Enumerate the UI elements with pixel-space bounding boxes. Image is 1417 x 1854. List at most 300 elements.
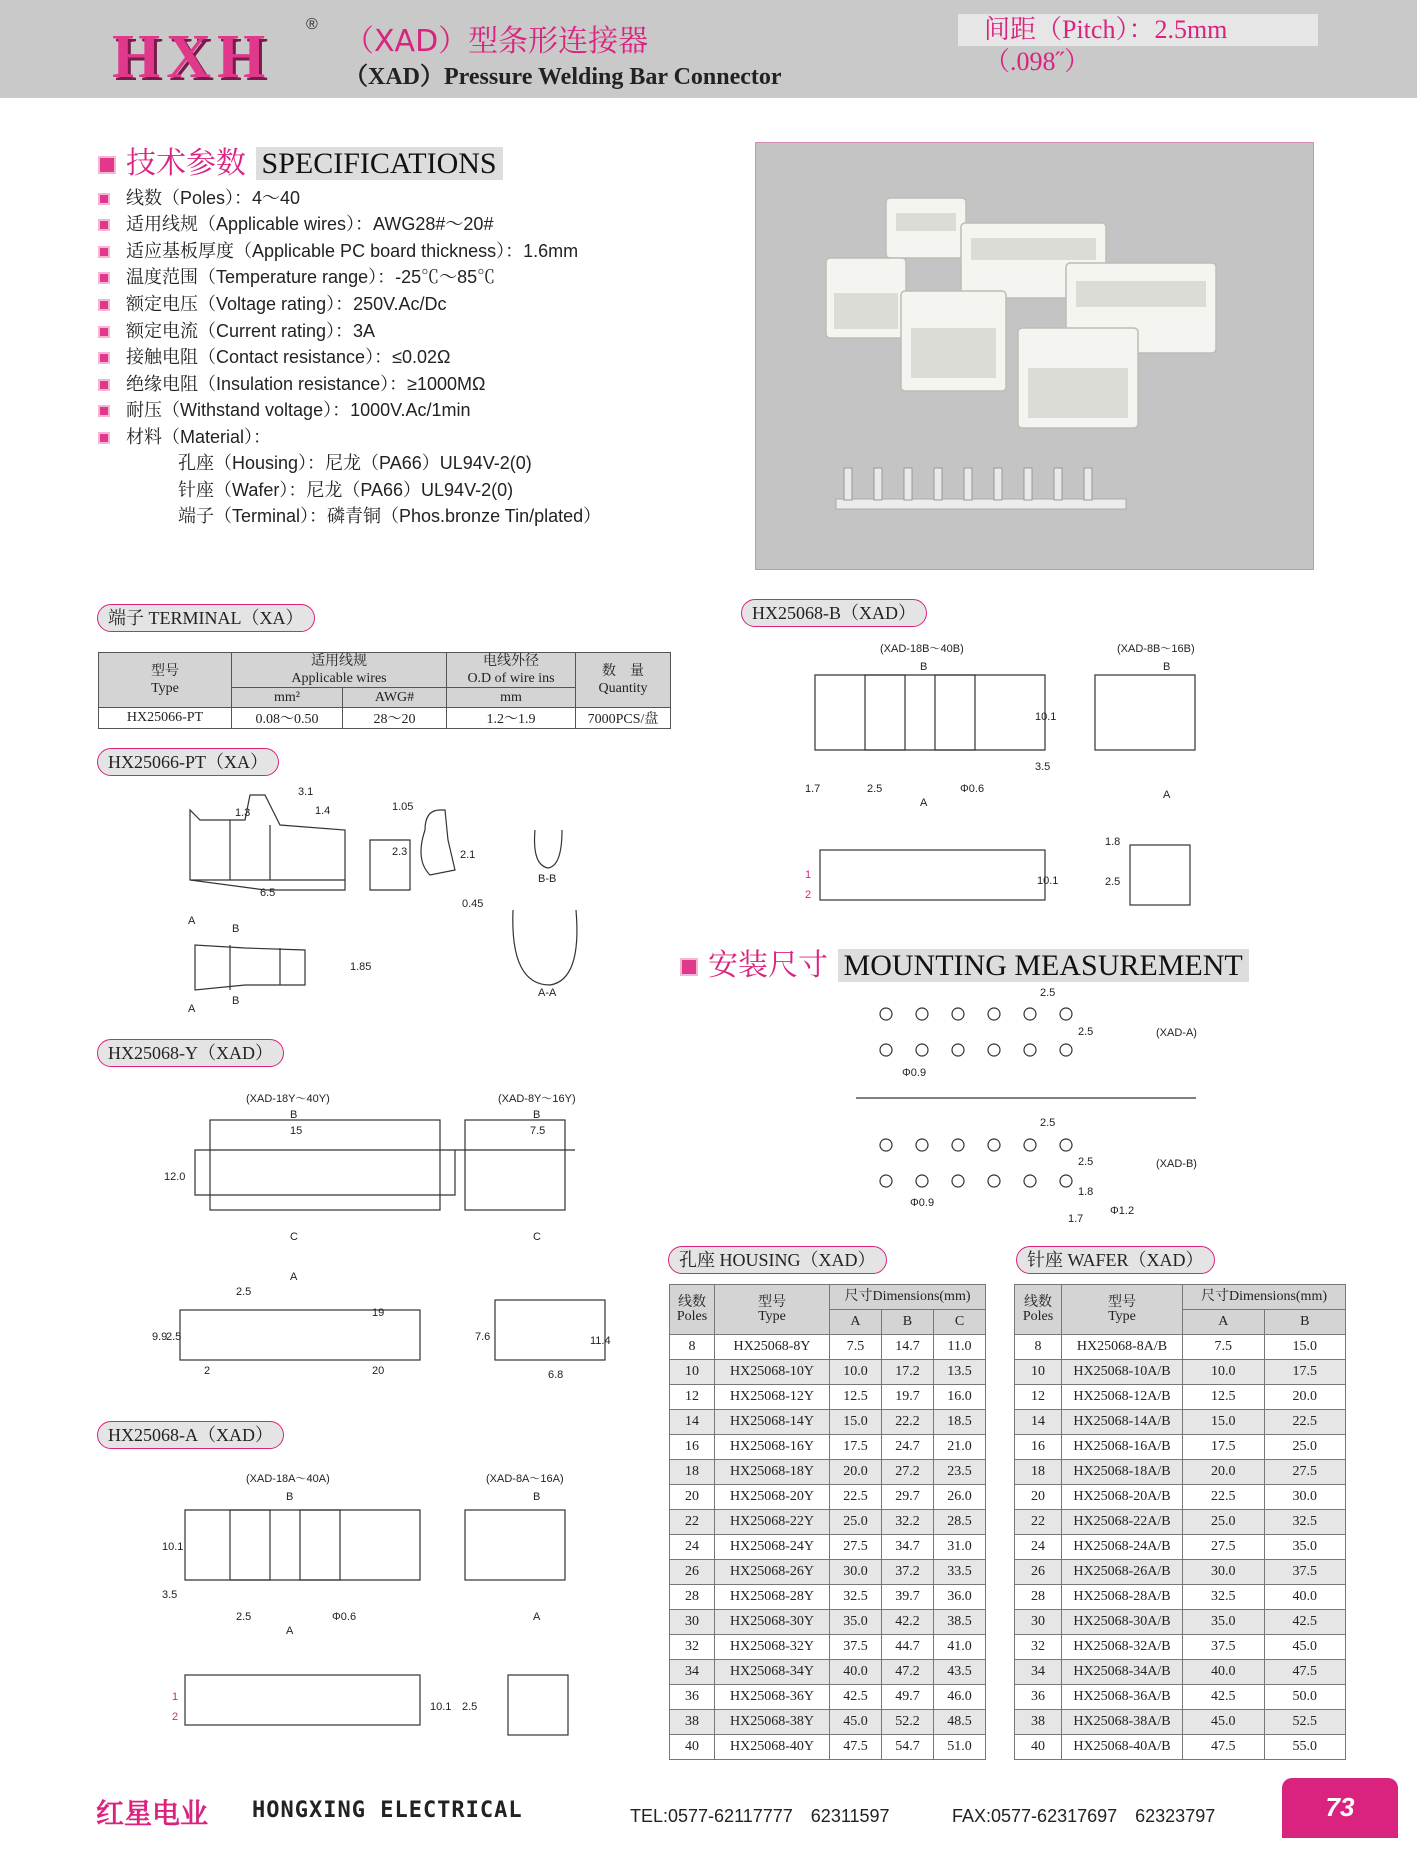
drawing-caption: (XAD-18Y～40Y) — [246, 1093, 330, 1105]
page-number: 73 — [1282, 1778, 1398, 1838]
table-row — [1015, 1585, 1346, 1610]
cell: HX25068-40Y — [715, 1735, 830, 1760]
spec-item — [98, 317, 375, 343]
col-qty: 数 量 Quantity — [576, 653, 671, 708]
dim-label: Φ0.9 — [902, 1067, 927, 1079]
dim-label: 2.3 — [392, 846, 408, 858]
table-row — [670, 1335, 986, 1360]
cell: 44.7 — [881, 1635, 933, 1660]
cell: HX25068-34Y — [715, 1660, 830, 1685]
bullet-icon — [98, 193, 110, 205]
cell: HX25068-12A/B — [1062, 1385, 1183, 1410]
pin-number: 2 — [204, 1365, 211, 1377]
mounting-drawing — [850, 980, 1250, 1230]
cell: 26 — [1015, 1560, 1062, 1585]
spec-item — [98, 184, 300, 210]
dim-label: 10.1 — [162, 1541, 184, 1553]
col-poles: 线数 Poles — [670, 1285, 715, 1335]
cell: HX25066-PT — [99, 708, 232, 729]
cell: HX25068-10A/B — [1062, 1360, 1183, 1385]
cell: 24 — [1015, 1535, 1062, 1560]
cell: HX25068-10Y — [715, 1360, 830, 1385]
table-row — [670, 1635, 986, 1660]
cell: 8 — [670, 1335, 715, 1360]
dim-label: 2.5 — [1105, 876, 1121, 888]
page-title-en: （XAD）Pressure Welding Bar Connector — [344, 64, 782, 90]
drawing-caption: (XAD-B) — [1156, 1158, 1197, 1170]
cell: 26.0 — [933, 1485, 985, 1510]
dim-label: 2.5 — [1078, 1026, 1094, 1038]
cell: HX25068-30A/B — [1062, 1610, 1183, 1635]
cell: HX25068-34A/B — [1062, 1660, 1183, 1685]
a-tag: HX25068-A（XAD） — [97, 1421, 284, 1449]
cell: HX25068-24A/B — [1062, 1535, 1183, 1560]
col-c: C — [933, 1310, 985, 1335]
table-row — [1015, 1410, 1346, 1435]
cell: 55.0 — [1264, 1735, 1346, 1760]
dim-label: 6.5 — [260, 887, 276, 899]
cell: HX25068-12Y — [715, 1385, 830, 1410]
dim-label: 1.8 — [1105, 836, 1121, 848]
cell: HX25068-18Y — [715, 1460, 830, 1485]
cell: 28～20 — [343, 708, 447, 729]
cell: HX25068-32A/B — [1062, 1635, 1183, 1660]
cell: 32.5 — [1264, 1510, 1346, 1535]
cell: 32.2 — [881, 1510, 933, 1535]
cell: 38 — [670, 1710, 715, 1735]
product-photo — [755, 142, 1314, 570]
cell: 39.7 — [881, 1585, 933, 1610]
dim-label: 2.5 — [462, 1701, 478, 1713]
mounting-heading-cn: 安装尺寸 — [708, 948, 828, 983]
table-row — [670, 1535, 986, 1560]
dim-label: Φ1.2 — [1110, 1205, 1135, 1217]
cell: HX25068-20A/B — [1062, 1485, 1183, 1510]
cell: HX25068-28Y — [715, 1585, 830, 1610]
cell: 49.7 — [881, 1685, 933, 1710]
cell: HX25068-16A/B — [1062, 1435, 1183, 1460]
cell: 16 — [670, 1435, 715, 1460]
cell: 30 — [1015, 1610, 1062, 1635]
col-a: A — [830, 1310, 882, 1335]
dim-label: B — [920, 661, 928, 673]
terminal-table — [98, 652, 671, 729]
table-row — [1015, 1510, 1346, 1535]
dim-label: 3.5 — [162, 1589, 178, 1601]
dim-label: 2.5 — [1040, 987, 1056, 999]
drawing-caption: (XAD-8Y～16Y) — [498, 1093, 576, 1105]
dim-label: 3.5 — [1035, 761, 1051, 773]
cell: 7.5 — [1183, 1335, 1265, 1360]
terminal-drawing — [170, 780, 610, 1020]
dim-label: Φ0.9 — [910, 1197, 935, 1209]
cell: 22.5 — [1264, 1410, 1346, 1435]
cell: HX25068-26Y — [715, 1560, 830, 1585]
table-row — [670, 1710, 986, 1735]
b-tag: HX25068-B（XAD） — [741, 599, 927, 627]
cell: 12.5 — [1183, 1385, 1265, 1410]
bullet-icon — [98, 379, 110, 391]
bullet-icon — [98, 405, 110, 417]
spec-text: 线数（Poles）：4～40 — [126, 188, 301, 208]
cell: HX25068-28A/B — [1062, 1585, 1183, 1610]
cell: 50.0 — [1264, 1685, 1346, 1710]
wafer-table — [1014, 1284, 1346, 1760]
cell: 29.7 — [881, 1485, 933, 1510]
spec-text: 绝缘电阻（Insulation resistance）：≥1000MΩ — [126, 374, 486, 394]
dim-label: B — [1163, 661, 1171, 673]
dim-label: C — [290, 1231, 298, 1243]
dim-label: B — [533, 1109, 541, 1121]
cell: 20 — [1015, 1485, 1062, 1510]
cell: 22 — [670, 1510, 715, 1535]
dim-label: C — [533, 1231, 541, 1243]
dim-label: 15 — [290, 1125, 303, 1137]
pt-tag: HX25066-PT（XA） — [97, 748, 279, 776]
cell: HX25068-22A/B — [1062, 1510, 1183, 1535]
fax: FAX:0577-62317697 62323797 — [952, 1806, 1216, 1826]
cell: 45.0 — [1183, 1710, 1265, 1735]
cell: 18 — [1015, 1460, 1062, 1485]
table-row — [670, 1385, 986, 1410]
cell: 47.2 — [881, 1660, 933, 1685]
cell: 32 — [670, 1635, 715, 1660]
cell: 30 — [670, 1610, 715, 1635]
cell: 48.5 — [933, 1710, 985, 1735]
table-row — [670, 1660, 986, 1685]
spec-text: 适应基板厚度（Applicable PC board thickness）：1.6mm — [126, 241, 579, 261]
table-row — [1015, 1460, 1346, 1485]
company-name-cn: 红星电业 — [96, 1797, 209, 1830]
table-row — [670, 1685, 986, 1710]
cell: 25.0 — [830, 1510, 882, 1535]
cell: HX25068-20Y — [715, 1485, 830, 1510]
cell: 22 — [1015, 1510, 1062, 1535]
pin-number: 2 — [172, 1711, 179, 1723]
table-row — [1015, 1610, 1346, 1635]
dim-label: A — [533, 1611, 541, 1623]
cell: 27.5 — [1264, 1460, 1346, 1485]
dim-label: 10.1 — [1035, 711, 1057, 723]
spec-item — [98, 396, 471, 422]
cell: 40 — [670, 1735, 715, 1760]
cell: 31.0 — [933, 1535, 985, 1560]
cell: 34 — [670, 1660, 715, 1685]
cell: 30.0 — [1183, 1560, 1265, 1585]
cell: 32 — [1015, 1635, 1062, 1660]
specs-heading-en: SPECIFICATIONS — [256, 147, 503, 180]
dim-label: 9.9 — [152, 1331, 168, 1343]
cell: HX25068-26A/B — [1062, 1560, 1183, 1585]
cell: 32.5 — [830, 1585, 882, 1610]
dim-label: 2.5 — [236, 1286, 252, 1298]
cell: HX25068-24Y — [715, 1535, 830, 1560]
cell: 23.5 — [933, 1460, 985, 1485]
cell: 12 — [670, 1385, 715, 1410]
cell: 36 — [1015, 1685, 1062, 1710]
cell: 42.5 — [1264, 1610, 1346, 1635]
cell: 35.0 — [830, 1610, 882, 1635]
cell: 15.0 — [1183, 1410, 1265, 1435]
wafer-tag: 针座 WAFER（XAD） — [1016, 1246, 1215, 1274]
drawing-caption: (XAD-8B～16B) — [1117, 643, 1195, 655]
cell: 12 — [1015, 1385, 1062, 1410]
material-terminal: 端子（Terminal）：磷青铜（Phos.bronze Tin/plated） — [178, 506, 602, 526]
cell: 16.0 — [933, 1385, 985, 1410]
cell: 10.0 — [830, 1360, 882, 1385]
cell: 40 — [1015, 1735, 1062, 1760]
cell: 38 — [1015, 1710, 1062, 1735]
section-mark: A — [188, 1003, 196, 1015]
cell: 25.0 — [1183, 1510, 1265, 1535]
cell: 22.5 — [830, 1485, 882, 1510]
spec-text: 温度范围（Temperature range）：-25℃～85℃ — [126, 267, 496, 287]
cell: 14 — [670, 1410, 715, 1435]
cell: 43.5 — [933, 1660, 985, 1685]
spec-item — [98, 290, 446, 316]
section-mark: B — [232, 995, 240, 1007]
cell: HX25068-36A/B — [1062, 1685, 1183, 1710]
cell: 28.5 — [933, 1510, 985, 1535]
col-od-mm: mm — [447, 688, 576, 708]
cell: 35.0 — [1183, 1610, 1265, 1635]
cell: 10.0 — [1183, 1360, 1265, 1385]
spec-text: 接触电阻（Contact resistance）：≤0.02Ω — [126, 347, 451, 367]
cell: 51.0 — [933, 1735, 985, 1760]
dim-label: A — [286, 1625, 294, 1637]
cell: 7.5 — [830, 1335, 882, 1360]
table-row — [670, 1585, 986, 1610]
cell: 20.0 — [830, 1460, 882, 1485]
cell: 42.5 — [1183, 1685, 1265, 1710]
mounting-heading — [680, 940, 1249, 984]
cell: HX25068-8A/B — [1062, 1335, 1183, 1360]
spec-item — [98, 237, 578, 263]
cell: HX25068-30Y — [715, 1610, 830, 1635]
cell: 11.0 — [933, 1335, 985, 1360]
bullet-icon — [98, 246, 110, 258]
cell: 18.5 — [933, 1410, 985, 1435]
col-b: B — [1264, 1310, 1346, 1335]
table-row — [99, 708, 671, 729]
cell: 28 — [1015, 1585, 1062, 1610]
cell: 36 — [670, 1685, 715, 1710]
table-row — [670, 1435, 986, 1460]
col-b: B — [881, 1310, 933, 1335]
brand-logo: HXH — [112, 23, 272, 91]
cell: HX25068-36Y — [715, 1685, 830, 1710]
cell: 40.0 — [830, 1660, 882, 1685]
table-row — [1015, 1735, 1346, 1760]
col-type: 型号 Type — [1062, 1285, 1183, 1335]
spec-text: 额定电压（Voltage rating）：250V.Ac/Dc — [126, 294, 447, 314]
cell: 34.7 — [881, 1535, 933, 1560]
cell: 45.0 — [830, 1710, 882, 1735]
pin-number: 1 — [805, 869, 812, 881]
spec-item — [98, 210, 493, 236]
bullet-icon — [98, 432, 110, 444]
table-row — [670, 1510, 986, 1535]
spec-text: 耐压（Withstand voltage）：1000V.Ac/1min — [126, 400, 471, 420]
drawing-caption: (XAD-18A～40A) — [246, 1473, 330, 1485]
table-row — [670, 1460, 986, 1485]
dim-label: B — [286, 1491, 294, 1503]
housing-y-drawing — [150, 1090, 620, 1380]
section-mark: A — [188, 915, 196, 927]
cell: 17.5 — [1264, 1360, 1346, 1385]
col-dims: 尺寸Dimensions(mm) — [830, 1285, 986, 1310]
table-row — [670, 1485, 986, 1510]
cell: 22.5 — [1183, 1485, 1265, 1510]
cell: 40.0 — [1183, 1660, 1265, 1685]
cell: 17.5 — [1183, 1435, 1265, 1460]
cell: 37.5 — [1264, 1560, 1346, 1585]
table-row — [670, 1410, 986, 1435]
cell: 52.5 — [1264, 1710, 1346, 1735]
cell: 10 — [1015, 1360, 1062, 1385]
cell: 15.0 — [1264, 1335, 1346, 1360]
cell: 19.7 — [881, 1385, 933, 1410]
section-label: B-B — [538, 873, 557, 885]
cell: 24 — [670, 1535, 715, 1560]
col-mm2: mm² — [232, 688, 343, 708]
cell: 24.7 — [881, 1435, 933, 1460]
cell: HX25068-22Y — [715, 1510, 830, 1535]
cell: HX25068-38A/B — [1062, 1710, 1183, 1735]
mounting-heading-en: MOUNTING MEASUREMENT — [838, 949, 1249, 982]
dim-label: 2.5 — [166, 1331, 182, 1343]
pin-number: 20 — [372, 1365, 385, 1377]
y-tag: HX25068-Y（XAD） — [97, 1039, 284, 1067]
cell: 37.5 — [1183, 1635, 1265, 1660]
cell: 20.0 — [1264, 1385, 1346, 1410]
dim-label: 1.05 — [392, 801, 414, 813]
dim-label: Φ0.6 — [332, 1611, 357, 1623]
cell: 0.08～0.50 — [232, 708, 343, 729]
housing-tag: 孔座 HOUSING（XAD） — [668, 1246, 887, 1274]
square-bullet-icon — [680, 958, 698, 976]
cell: 10 — [670, 1360, 715, 1385]
dim-label: 0.45 — [462, 898, 484, 910]
cell: 47.5 — [1264, 1660, 1346, 1685]
table-row — [670, 1610, 986, 1635]
cell: 40.0 — [1264, 1585, 1346, 1610]
cell: 18 — [670, 1460, 715, 1485]
table-row — [1015, 1660, 1346, 1685]
pin-number: 1 — [172, 1691, 179, 1703]
cell: 30.0 — [830, 1560, 882, 1585]
dim-label: 1.85 — [350, 961, 372, 973]
dim-label: 7.5 — [530, 1125, 546, 1137]
bullet-icon — [98, 219, 110, 231]
cell: 37.2 — [881, 1560, 933, 1585]
wafer-b-drawing — [795, 640, 1285, 930]
cell: 28 — [670, 1585, 715, 1610]
cell: HX25068-40A/B — [1062, 1735, 1183, 1760]
drawing-caption: (XAD-18B～40B) — [880, 643, 964, 655]
cell: 42.2 — [881, 1610, 933, 1635]
dim-label: B — [290, 1109, 298, 1121]
table-row — [1015, 1635, 1346, 1660]
wafer-a-drawing — [150, 1470, 620, 1760]
spec-item — [98, 370, 485, 396]
cell: 38.5 — [933, 1610, 985, 1635]
cell: 27.2 — [881, 1460, 933, 1485]
cell: 20.0 — [1183, 1460, 1265, 1485]
cell: 17.2 — [881, 1360, 933, 1385]
cell: 41.0 — [933, 1635, 985, 1660]
pitch-label: 间距（Pitch）：2.5mm（.098˝） — [958, 14, 1318, 46]
cell: 21.0 — [933, 1435, 985, 1460]
table-row — [1015, 1385, 1346, 1410]
cell: HX25068-38Y — [715, 1710, 830, 1735]
cell: 16 — [1015, 1435, 1062, 1460]
cell: 12.5 — [830, 1385, 882, 1410]
section-label: A-A — [538, 987, 557, 999]
cell: 32.5 — [1183, 1585, 1265, 1610]
cell: 7000PCS/盘 — [576, 708, 671, 729]
cell: 52.2 — [881, 1710, 933, 1735]
col-a: A — [1183, 1310, 1265, 1335]
col-awg: AWG# — [343, 688, 447, 708]
dim-label: 1.7 — [805, 783, 821, 795]
spec-item — [98, 423, 271, 449]
table-row — [670, 1560, 986, 1585]
cell: 26 — [670, 1560, 715, 1585]
cell: HX25068-32Y — [715, 1635, 830, 1660]
cell: 27.5 — [830, 1535, 882, 1560]
table-row — [1015, 1435, 1346, 1460]
cell: 54.7 — [881, 1735, 933, 1760]
spec-text: 适用线规（Applicable wires）：AWG28#～20# — [126, 214, 494, 234]
cell: HX25068-18A/B — [1062, 1460, 1183, 1485]
cell: 42.5 — [830, 1685, 882, 1710]
cell: 46.0 — [933, 1685, 985, 1710]
registered-mark: ® — [306, 16, 318, 33]
dim-label: Φ0.6 — [960, 783, 985, 795]
dim-label: 2.5 — [1078, 1156, 1094, 1168]
cell: 36.0 — [933, 1585, 985, 1610]
pin-number: 19 — [372, 1307, 385, 1319]
specs-heading — [98, 138, 503, 182]
col-poles: 线数 Poles — [1015, 1285, 1062, 1335]
col-type: 型号 Type — [99, 653, 232, 708]
cell: 33.5 — [933, 1560, 985, 1585]
cell: 14 — [1015, 1410, 1062, 1435]
table-row — [1015, 1560, 1346, 1585]
dim-label: 1.7 — [1068, 1213, 1084, 1225]
col-dims: 尺寸Dimensions(mm) — [1183, 1285, 1346, 1310]
cell: 15.0 — [830, 1410, 882, 1435]
company-name-en: HONGXING ELECTRICAL — [252, 1798, 523, 1823]
dim-label: 1.8 — [1078, 1186, 1094, 1198]
dim-label: 2.5 — [867, 783, 883, 795]
drawing-caption: (XAD-A) — [1156, 1027, 1197, 1039]
table-row — [670, 1360, 986, 1385]
cell: HX25068-16Y — [715, 1435, 830, 1460]
col-type: 型号 Type — [715, 1285, 830, 1335]
table-row — [670, 1735, 986, 1760]
spec-item — [98, 343, 450, 369]
dim-label: B — [533, 1491, 541, 1503]
cell: 17.5 — [830, 1435, 882, 1460]
section-mark: B — [232, 923, 240, 935]
cell: 47.5 — [830, 1735, 882, 1760]
table-row — [1015, 1535, 1346, 1560]
dim-label: 6.8 — [548, 1369, 564, 1380]
housing-table — [669, 1284, 986, 1760]
cell: 22.2 — [881, 1410, 933, 1435]
